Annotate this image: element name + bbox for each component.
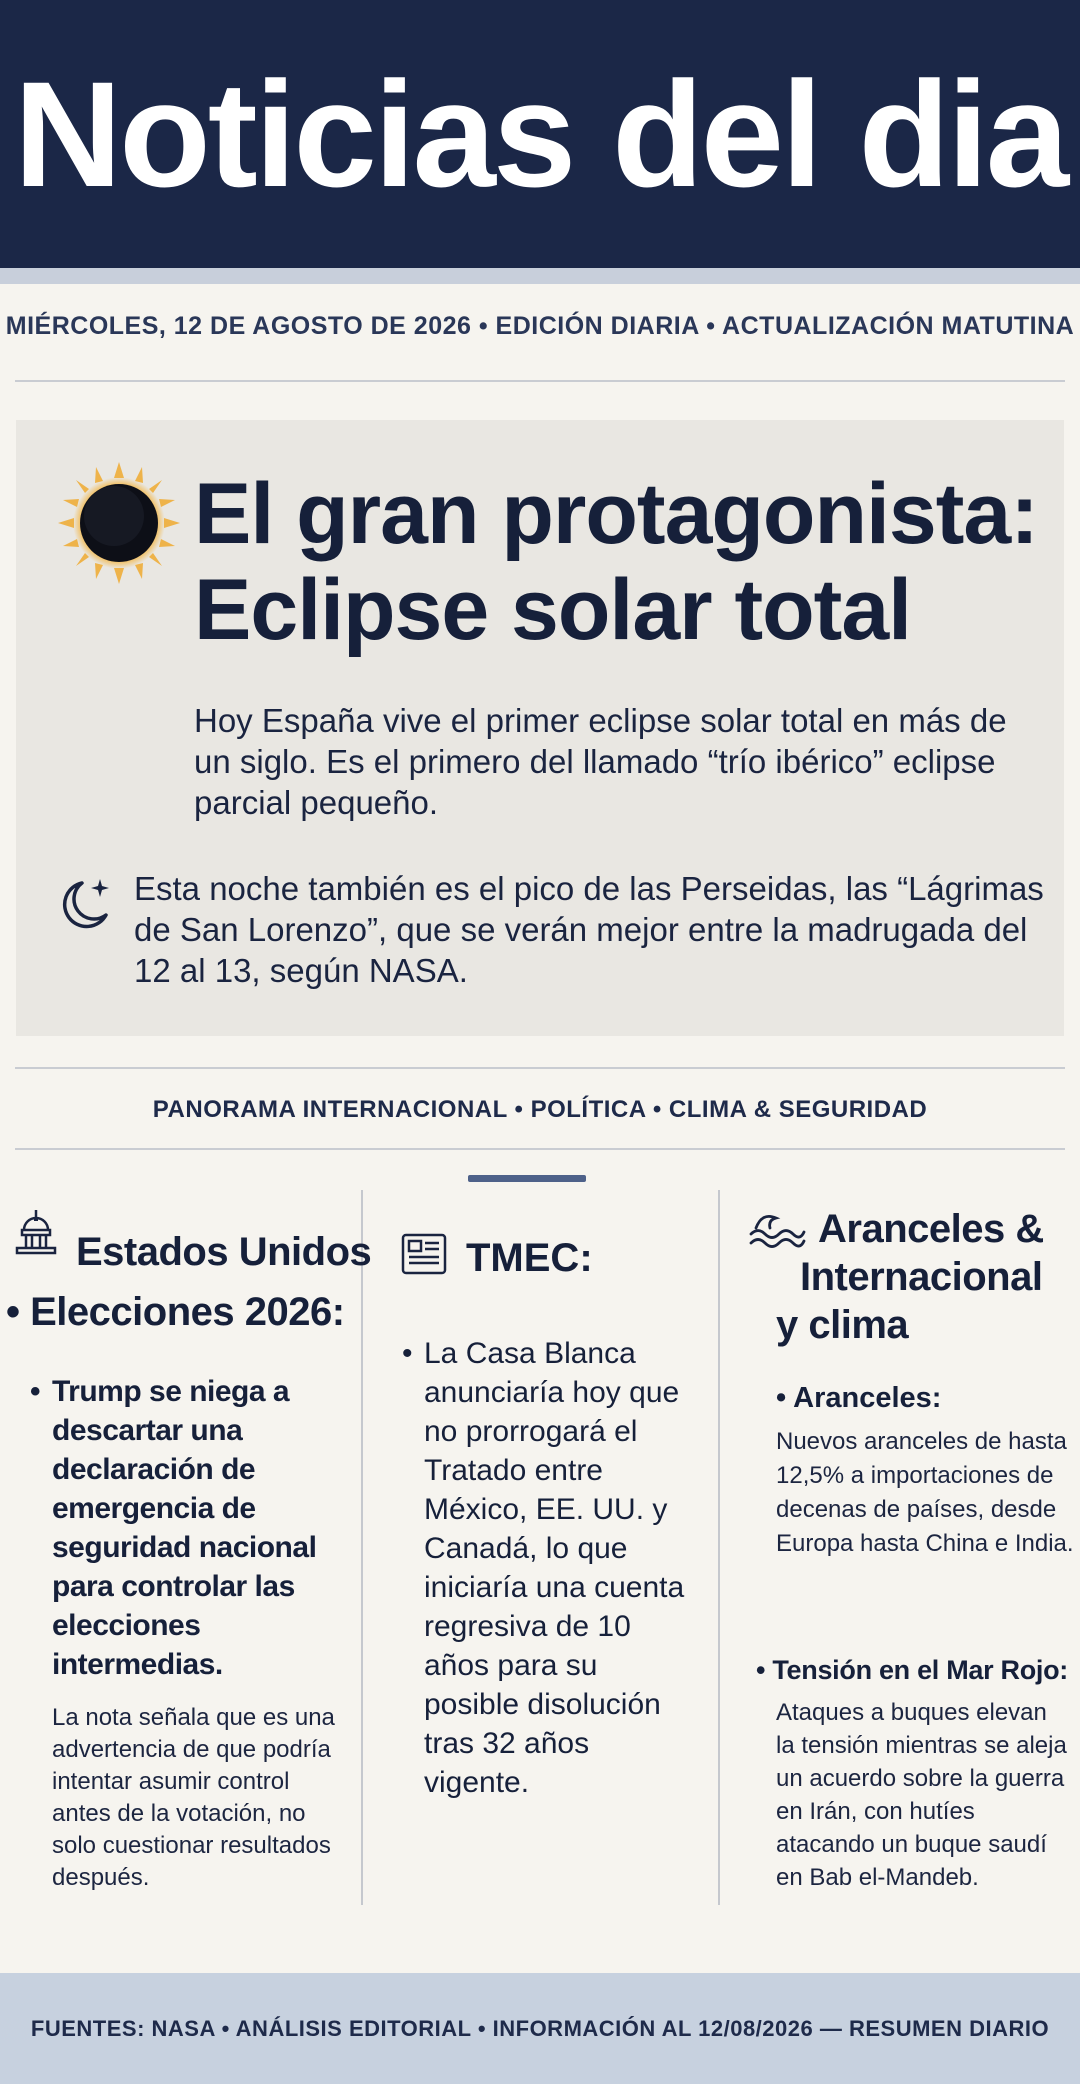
eclipse-icon xyxy=(56,460,182,586)
column-divider-1 xyxy=(361,1190,363,1905)
tmec-heading: TMEC: xyxy=(466,1236,593,1280)
usa-note: La nota señala que es una advertencia de que podría intentar asumir control antes de la votación, no solo cuestionar resultados después. xyxy=(52,1704,335,1891)
sections-line: PANORAMA INTERNACIONAL • POLÍTICA • CLIMA & SEGURIDAD xyxy=(152,1096,928,1123)
divider-mid2 xyxy=(15,1148,1065,1150)
divider-mid1 xyxy=(15,1067,1065,1069)
capitol-icon xyxy=(14,1208,58,1256)
hero-note: Esta noche también es el pico de las Perseidas, las “Lágrimas de San Lorenzo”, que se verán mejor entre la madrugada del 12 al 13, según NASA. xyxy=(134,870,1044,989)
aranceles-bullet2-title: • Tensión en el Mar Rojo: xyxy=(756,1655,1068,1685)
bullet-dot: • xyxy=(30,1375,41,1408)
aranceles-bullet2-title-text: Tensión en el Mar Rojo: xyxy=(772,1655,1068,1685)
bullet-dot: • xyxy=(402,1337,413,1370)
aranceles-bullet1-title: • Aranceles: xyxy=(776,1382,942,1414)
aranceles-bullet2-body: Ataques a buques elevan la tensión mientras se aleja un acuerdo sobre la guerra en Irán, con hutíes atacando un buque saudí en Bab el-Mandeb. xyxy=(776,1699,1067,1891)
dateline: MIÉRCOLES, 12 DE AGOSTO DE 2026 • EDICIÓN DIARIA • ACTUALIZACIÓN MATUTINA xyxy=(5,312,1075,340)
aranceles-heading-line1: Aranceles & xyxy=(818,1207,1044,1251)
masthead-strip xyxy=(0,268,1080,284)
usa-bullet xyxy=(30,1372,332,1684)
divider-top xyxy=(15,380,1065,382)
hero-panel xyxy=(16,420,1064,1036)
usa-heading-line1: Estados Unidos xyxy=(76,1230,372,1274)
accent-bar xyxy=(468,1175,586,1182)
aranceles-heading-line2: Internacional xyxy=(800,1255,1043,1299)
usa-bullet-text: Trump se niega a descartar una declaración de emergencia de seguridad nacional para controlar las elecciones intermedias. xyxy=(52,1375,317,1681)
tmec-bullet xyxy=(402,1334,699,1802)
moon-stars-icon xyxy=(56,875,114,933)
document-icon xyxy=(400,1232,448,1276)
usa-heading-line2-text: Elecciones 2026: xyxy=(30,1290,345,1334)
waves-icon xyxy=(748,1208,806,1248)
aranceles-heading-line3: y clima xyxy=(776,1303,909,1347)
hero-title-line2: Eclipse solar total xyxy=(194,562,912,658)
column-divider-2 xyxy=(718,1190,720,1905)
hero-title xyxy=(194,466,1054,658)
aranceles-bullet1-title-text: Aranceles: xyxy=(793,1382,942,1414)
masthead-title: Noticias del dia xyxy=(13,49,1067,218)
aranceles-bullet1-body: Nuevos aranceles de hasta 12,5% a importaciones de decenas de países, desde Europa hasta China e India. xyxy=(776,1428,1074,1557)
tmec-bullet-text: La Casa Blanca anunciaría hoy que no prorrogará el Tratado entre México, EE. UU. y Canadá, lo que iniciaría una cuenta regresiva de 10 años para su posible disolución tras 32 años vigente. xyxy=(424,1337,685,1799)
footer-text: FUENTES: NASA • ANÁLISIS EDITORIAL • INFORMACIÓN AL 12/08/2026 — RESUMEN DIARIO xyxy=(30,2015,1050,2041)
hero-title-line1: El gran protagonista: xyxy=(194,466,1038,562)
hero-body: Hoy España vive el primer eclipse solar total en más de un siglo. Es el primero del llamado “trío ibérico” eclipse parcial pequeño. xyxy=(194,702,1007,821)
usa-heading-line2: • Elecciones 2026: xyxy=(6,1290,345,1334)
